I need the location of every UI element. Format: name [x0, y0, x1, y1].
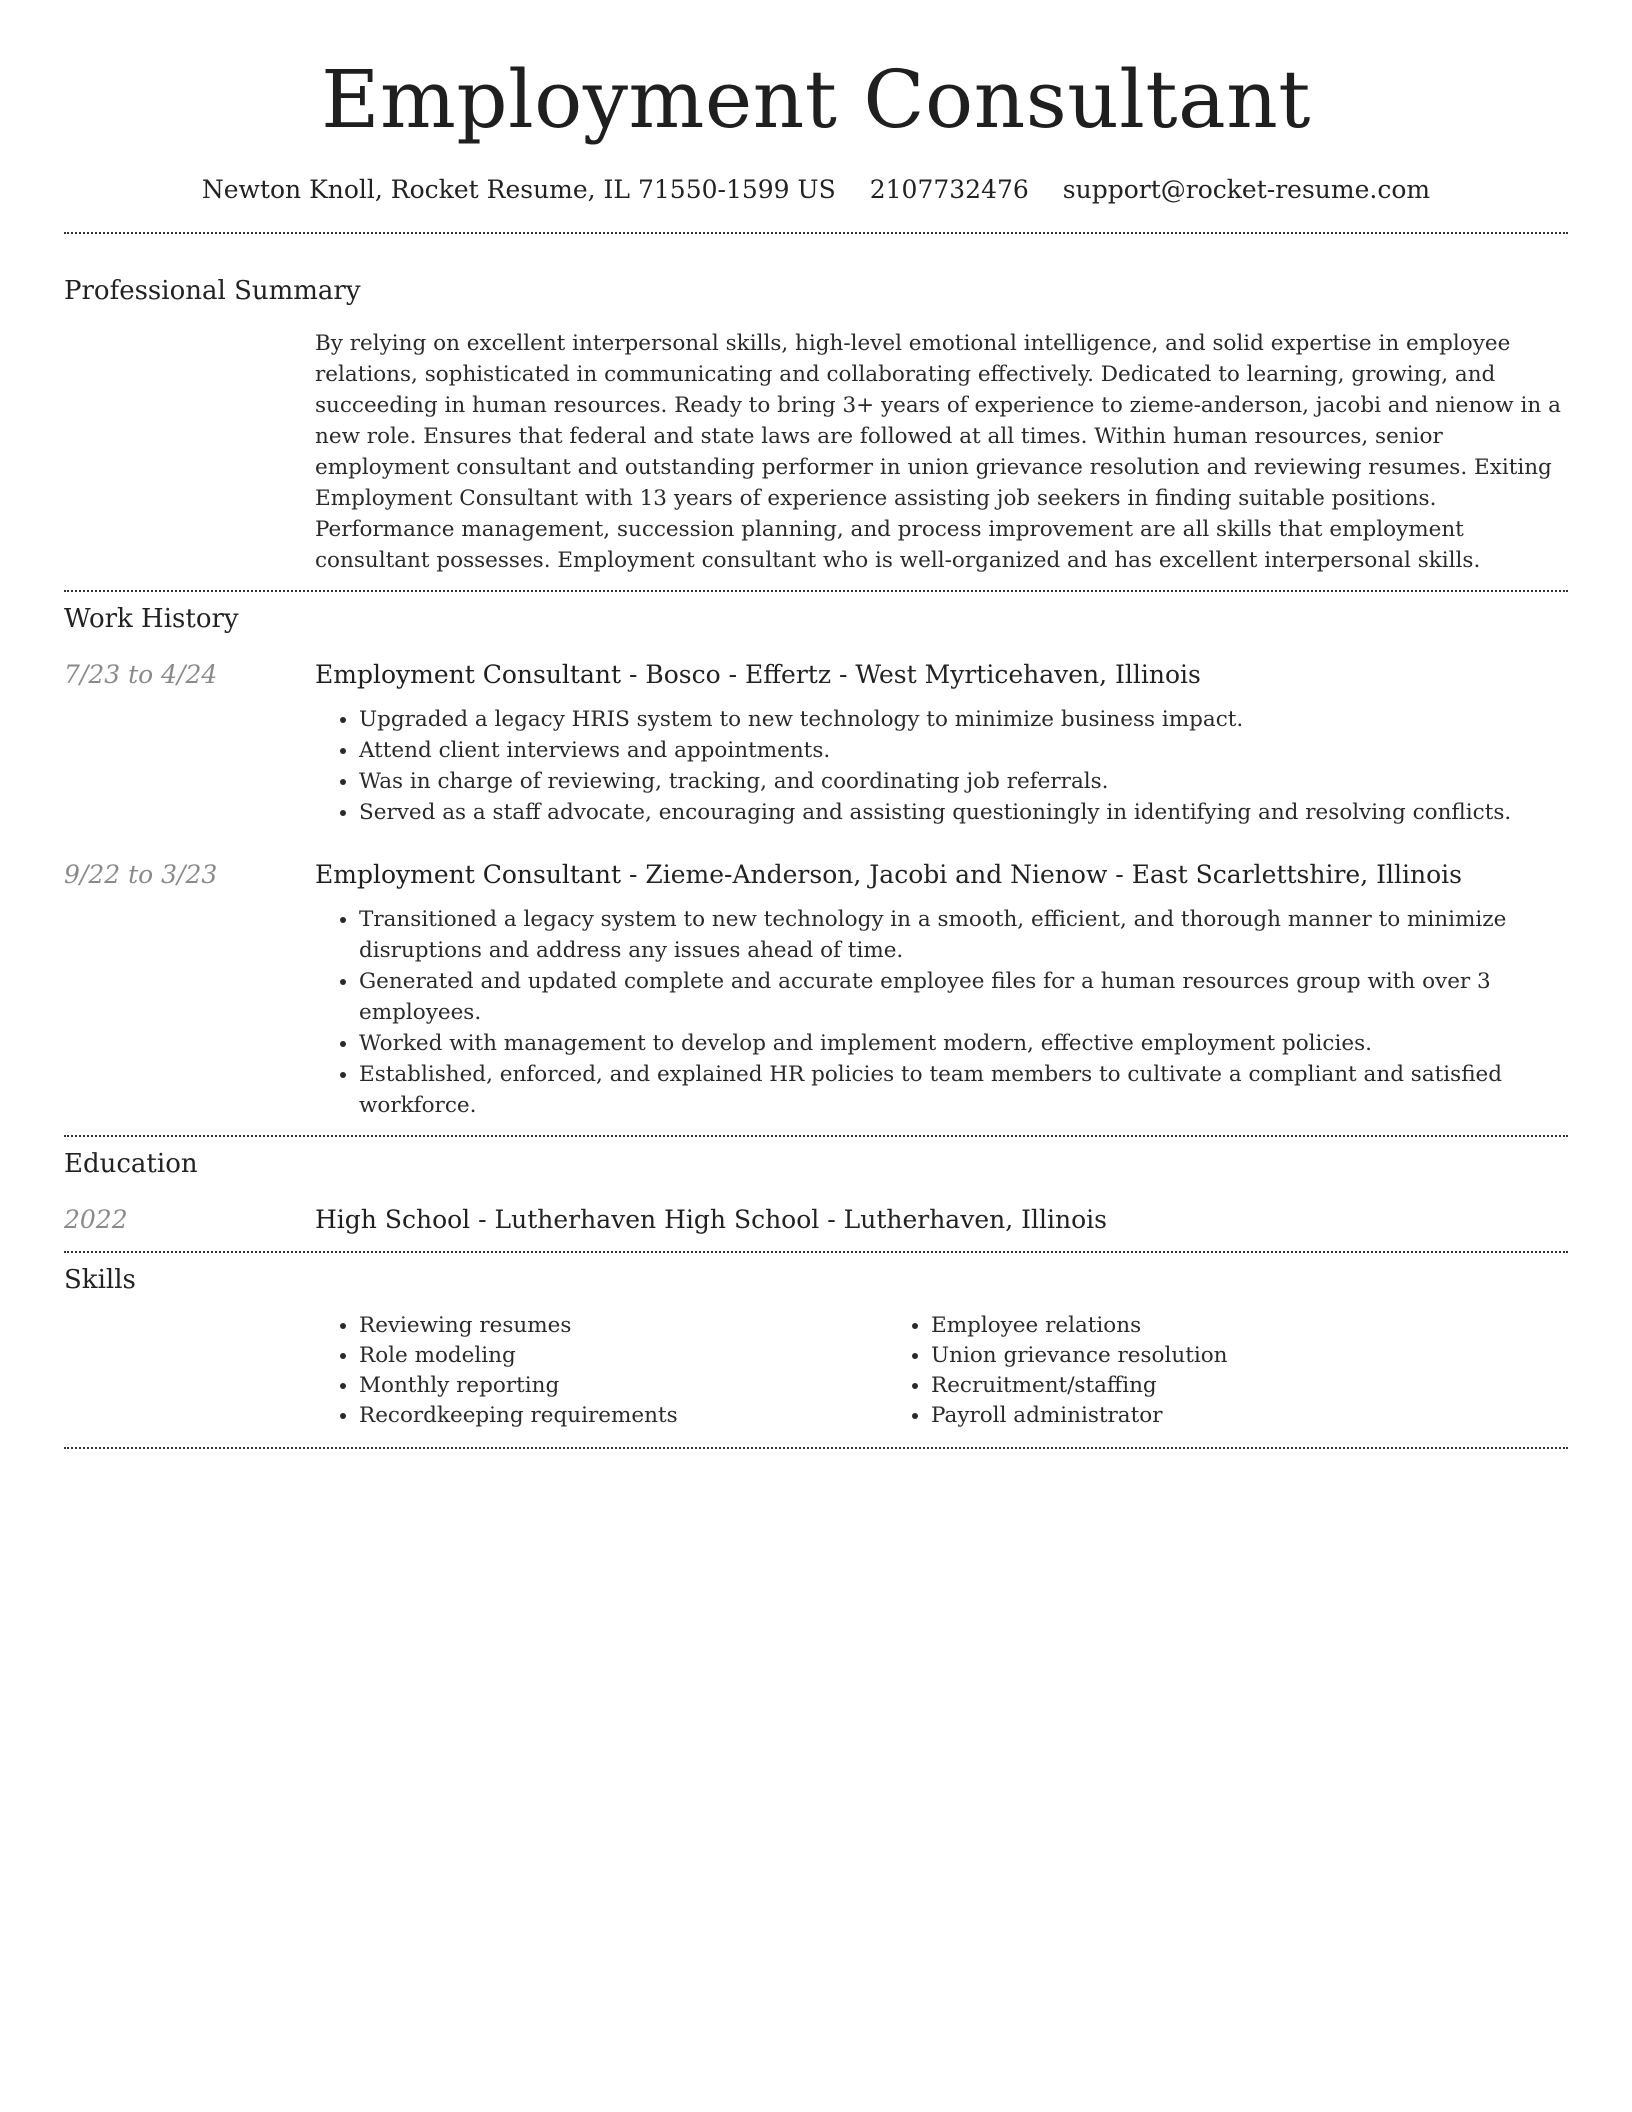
job-dates: 9/22 to 3/23: [64, 860, 218, 889]
job-bullet: • Was in charge of reviewing, tracking, and coordinating job referrals.: [359, 766, 1568, 797]
skills-section: [64, 1253, 1568, 1447]
skill-item: • Reviewing resumes: [359, 1311, 887, 1341]
job-bullets-row: [64, 692, 1568, 828]
job-bullet: • Transitioned a legacy system to new technology in a smooth, efficient, and thorough manner to minimize disruptions and address any issues ahead of time.: [359, 904, 1568, 966]
job-entry: [64, 858, 1568, 1135]
education-title-line: [315, 1203, 1568, 1237]
job-bullets-row: [64, 892, 1568, 1121]
education-section: [64, 1137, 1568, 1251]
section-heading-work: Work History: [64, 604, 239, 634]
resume-header: [64, 0, 1568, 206]
job-bullet: • Established, enforced, and explained HR policies to team members to cultivate a compliant and satisfied workforce.: [359, 1059, 1568, 1121]
job-title: Employment Consultant: [315, 660, 622, 689]
job-bullet-list: [315, 904, 1568, 1121]
job-header-row: [64, 658, 1568, 692]
skill-item: • Monthly reporting: [359, 1371, 887, 1401]
contact-email: support@rocket-resume.com: [1062, 175, 1431, 204]
section-divider: [64, 1447, 1568, 1449]
education-degree: High School: [315, 1205, 471, 1234]
education-school-location: - Lutherhaven High School - Lutherhaven, Illinois: [470, 1205, 1107, 1234]
job-bullet: • Served as a staff advocate, encouraging and assisting questioningly in identifying and resolving conflicts.: [359, 797, 1568, 828]
contact-line: [64, 174, 1568, 206]
skills-list-left: [315, 1311, 887, 1431]
skill-item: • Recordkeeping requirements: [359, 1401, 887, 1431]
job-bullet: • Attend client interviews and appointments.: [359, 735, 1568, 766]
skill-item: • Union grievance resolution: [931, 1341, 1459, 1371]
section-heading-summary: Professional Summary: [64, 276, 361, 306]
education-year: 2022: [64, 1205, 128, 1234]
job-bullet: • Generated and updated complete and accurate employee files for a human resources group with over 3 employees.: [359, 966, 1568, 1028]
job-dates: 7/23 to 4/24: [64, 660, 218, 689]
job-bullets-container: [315, 692, 1568, 828]
job-bullets-spacer: [64, 692, 315, 828]
skill-item: • Employee relations: [931, 1311, 1459, 1341]
job-title-line: [315, 858, 1568, 892]
section-heading-skills: Skills: [64, 1265, 136, 1295]
professional-summary-section: [64, 234, 1568, 590]
section-heading-education: Education: [64, 1149, 198, 1179]
job-entry: [64, 658, 1568, 828]
summary-row: [64, 328, 1568, 590]
work-history-section: [64, 592, 1568, 1135]
job-header-row: [64, 858, 1568, 892]
skills-container: [315, 1297, 1568, 1431]
skill-item: • Recruitment/staffing: [931, 1371, 1459, 1401]
job-bullet: • Upgraded a legacy HRIS system to new technology to minimize business impact.: [359, 704, 1568, 735]
job-employer-location: - Zieme-Anderson, Jacobi and Nienow - East Scarlettshire, Illinois: [621, 860, 1462, 889]
skill-item: • Payroll administrator: [931, 1401, 1459, 1431]
job-bullet-list: [315, 704, 1568, 828]
education-entry: [64, 1203, 1568, 1237]
skills-left-spacer: [64, 1297, 315, 1431]
job-title: Employment Consultant: [315, 860, 622, 889]
skills-grid: [315, 1311, 1568, 1431]
job-employer-location: - Bosco - Effertz - West Myrticehaven, Illinois: [621, 660, 1201, 689]
contact-address: Newton Knoll, Rocket Resume, IL 71550-1599 US: [201, 175, 836, 204]
skills-list-right: [887, 1311, 1459, 1431]
skills-row: [64, 1297, 1568, 1431]
skill-item: • Role modeling: [359, 1341, 887, 1371]
job-bullets-spacer: [64, 892, 315, 1121]
summary-text: By relying on excellent interpersonal skills, high-level emotional intelligence, and solid expertise in employee relations, sophisticated in communicating and collaborating effectively. Dedicated to learning, growing, and succeeding in human resources. Ready to bring 3+ years of experience to zieme-anderson, jacobi and nienow in a new role. Ensures that federal and state laws are followed at all times. Within human resources, senior employment consultant and outstanding performer in union grievance resolution and reviewing resumes. Exiting Employment Consultant with 13 years of experience assisting job seekers in finding suitable positions. Performance management, succession planning, and process improvement are all skills that employment consultant possesses. Employment consultant who is well-organized and has excellent interpersonal skills.: [315, 331, 1561, 573]
job-title-line: [315, 658, 1568, 692]
summary-left-spacer: [64, 328, 315, 576]
job-bullets-container: [315, 892, 1568, 1121]
contact-phone: 2107732476: [869, 175, 1029, 204]
candidate-name: Employment Consultant: [321, 53, 1311, 146]
job-bullet: • Worked with management to develop and implement modern, effective employment policies.: [359, 1028, 1568, 1059]
